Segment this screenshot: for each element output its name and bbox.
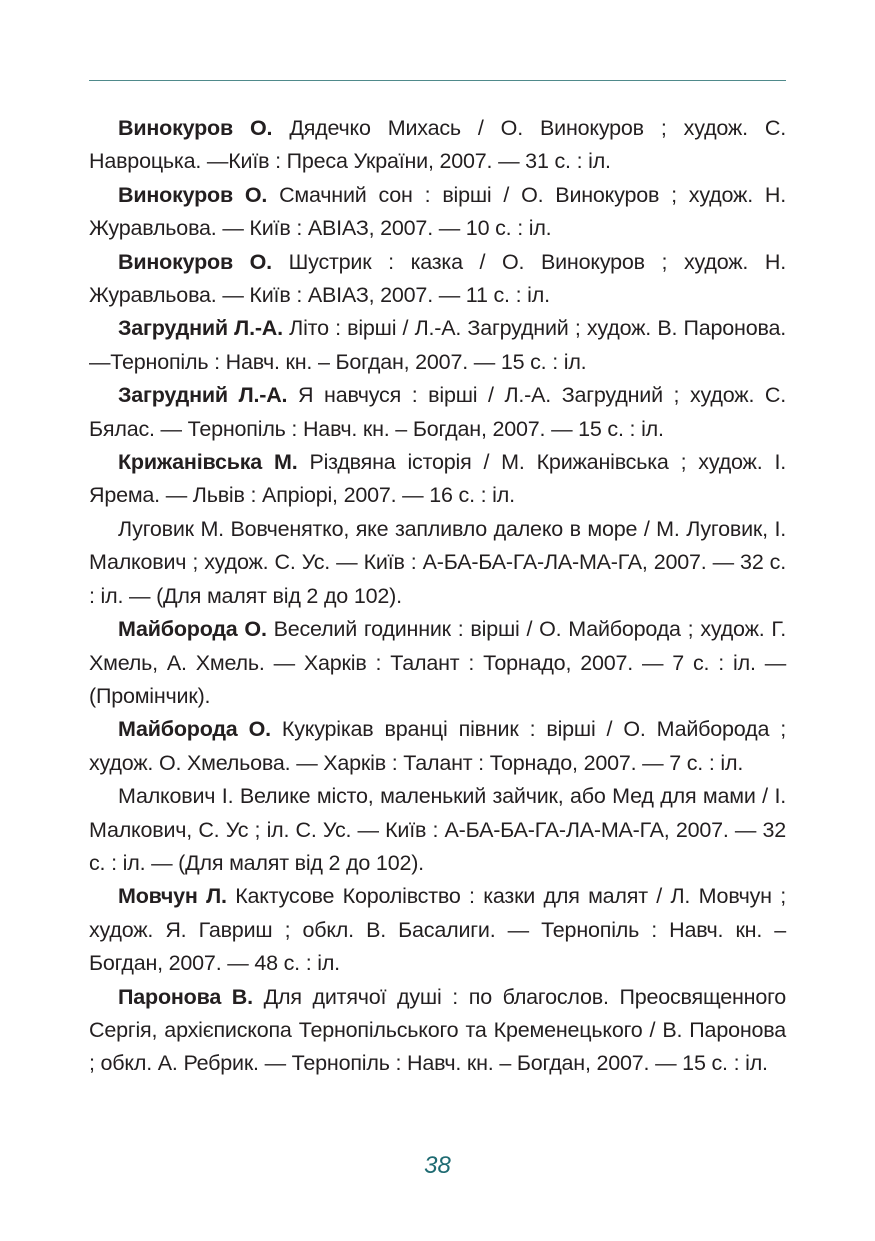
bibliography-entry (89, 613, 786, 713)
entry-text: Луговик М. Вовченятко, яке запливло далеко в море / М. Луговик, І. Малкович ; худож. С. Ус. — Київ : А-БА-БА-ГА-ЛА-МА-ГА, 2007. — 32 с. : іл. — (Для малят від 2 до 102). (89, 516, 786, 608)
entry-text: Веселий годинник : вірші / О. Майборода ; худож. Г. Хмель, А. Хмель. — Харків : Талант : Торнадо, 2007. — 7 с. : іл. — (Промінчик). (89, 617, 786, 708)
entry-author: Загрудний Л.-А. (118, 383, 288, 408)
bibliography-entry (89, 981, 786, 1081)
entry-author: Майборода О. (118, 617, 267, 642)
entry-author: Винокуров О. (118, 182, 268, 207)
entry-text: Смачний сон : вірші / О. Винокуров ; худож. Н. Журавльова. — Київ : АВІАЗ, 2007. — 10 с. : іл. (89, 182, 786, 241)
bibliography-entry (89, 780, 786, 880)
entry-text: Для дитячої душі : по благослов. Преосвященного Сергія, архієпископа Тернопільського та Кременецького / В. Паронова ; обкл. А. Ребрик. — Тернопіль : Навч. кн. – Богдан, 2007. — 15 с. : іл. (89, 984, 786, 1076)
entry-text: Дядечко Михась / О. Винокуров ; худож. С. Навроцька. —Київ : Преса України, 2007. — 31 с. : іл. (89, 116, 786, 174)
bibliography-entry (89, 880, 786, 980)
entry-text: Кактусове Королівство : казки для малят / Л. Мовчун ; худож. Я. Гавриш ; обкл. В. Басалиги. — Тернопіль : Навч. кн. – Богдан, 2007. — 48 с. : іл. (89, 884, 786, 976)
bibliography-entry (89, 446, 786, 513)
bibliography-entry (89, 179, 786, 246)
bibliography-entry (89, 713, 786, 780)
entry-text: Шустрик : казка / О. Винокуров ; худож. Н. Журавльова. — Київ : АВІАЗ, 2007. — 11 с. : іл. (89, 249, 786, 308)
header-rule (89, 80, 786, 81)
bibliography-entry (89, 312, 786, 379)
page-number: 38 (424, 1152, 451, 1179)
entry-author: Паронова В. (118, 984, 253, 1009)
entry-author: Мовчун Л. (118, 884, 227, 909)
entry-author: Загрудний Л.-А. (118, 316, 283, 341)
entry-author: Винокуров О. (118, 249, 272, 274)
entry-text: Малкович І. Велике місто, маленький зайчик, або Мед для мами / І. Малкович, С. Ус ; іл. С. Ус. — Київ : А-БА-БА-ГА-ЛА-МА-ГА, 2007. — 32 с. : іл. — (Для малят від 2 до 102). (89, 784, 786, 875)
bibliography-entry (89, 513, 786, 613)
entry-author: Винокуров О. (118, 116, 273, 140)
entry-author: Майборода О. (118, 717, 271, 742)
entry-text: Літо : вірші / Л.-А. Загрудний ; худож. В. Паронова. —Тернопіль : Навч. кн. – Богдан, 2007. — 15 с. : іл. (89, 316, 786, 374)
entry-text: Різдвяна історія / М. Крижанівська ; худож. І. Ярема. — Львів : Апріорі, 2007. — 16 с. : іл. (89, 450, 786, 508)
bibliography-entry (89, 246, 786, 313)
bibliography-entry (89, 379, 786, 446)
bibliography-entry (89, 112, 786, 179)
entry-text: Кукурікав вранці півник : вірші / О. Майборода ; худож. О. Хмельова. — Харків : Талант : Торнадо, 2007. — 7 с. : іл. (89, 717, 786, 775)
bibliography-list (89, 112, 786, 1081)
entry-author: Крижанівська М. (118, 450, 298, 475)
entry-text: Я навчуся : вірші / Л.-А. Загрудний ; худож. С. Бялас. — Тернопіль : Навч. кн. – Богдан, 2007. — 15 с. : іл. (89, 383, 786, 441)
